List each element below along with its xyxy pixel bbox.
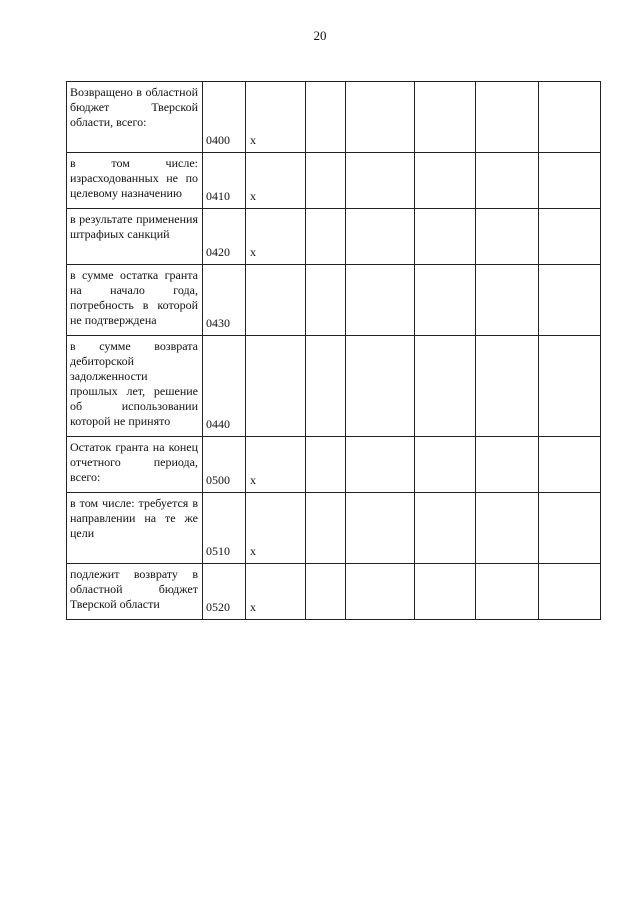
- empty-cell: [476, 153, 539, 209]
- empty-cell: [346, 265, 415, 336]
- row-label: Возвращено в областной бюджет Тверской области, всего:: [67, 82, 203, 153]
- empty-cell: [539, 82, 601, 153]
- row-code: 0410: [203, 153, 246, 209]
- empty-cell: [415, 209, 476, 265]
- table-row: [67, 209, 601, 265]
- row-code: 0510: [203, 493, 246, 564]
- empty-cell: [539, 153, 601, 209]
- row-label: в том числе: израсходованных не по целевому назначению: [67, 153, 203, 209]
- empty-cell: [346, 437, 415, 493]
- row-label: в сумме остатка гранта на начало года, потребность в которой не подтверждена: [67, 265, 203, 336]
- empty-cell: [476, 336, 539, 437]
- table-row: [67, 265, 601, 336]
- table-row: [67, 82, 601, 153]
- empty-cell: [306, 564, 346, 620]
- row-code: 0420: [203, 209, 246, 265]
- row-label: подлежит возврату в областной бюджет Тверской области: [67, 564, 203, 620]
- row-code: 0520: [203, 564, 246, 620]
- empty-cell: [415, 82, 476, 153]
- row-mark: x: [246, 437, 306, 493]
- grant-report-table: [66, 81, 601, 620]
- empty-cell: [415, 437, 476, 493]
- table-row: [67, 153, 601, 209]
- empty-cell: [306, 437, 346, 493]
- empty-cell: [476, 265, 539, 336]
- empty-cell: [346, 336, 415, 437]
- row-code: 0440: [203, 336, 246, 437]
- empty-cell: [306, 336, 346, 437]
- table-row: [67, 493, 601, 564]
- row-mark: x: [246, 209, 306, 265]
- empty-cell: [415, 336, 476, 437]
- empty-cell: [346, 209, 415, 265]
- empty-cell: [346, 564, 415, 620]
- empty-cell: [539, 336, 601, 437]
- row-mark: x: [246, 564, 306, 620]
- empty-cell: [539, 209, 601, 265]
- row-code: 0400: [203, 82, 246, 153]
- empty-cell: [306, 153, 346, 209]
- empty-cell: [415, 153, 476, 209]
- table-row: [67, 437, 601, 493]
- empty-cell: [415, 564, 476, 620]
- row-mark: x: [246, 82, 306, 153]
- empty-cell: [306, 82, 346, 153]
- row-label: в том числе: требуется в направлении на те же цели: [67, 493, 203, 564]
- empty-cell: [476, 493, 539, 564]
- empty-cell: [306, 209, 346, 265]
- empty-cell: [415, 493, 476, 564]
- empty-cell: [539, 493, 601, 564]
- row-code: 0500: [203, 437, 246, 493]
- table-row: [67, 564, 601, 620]
- empty-cell: [476, 209, 539, 265]
- empty-cell: [539, 564, 601, 620]
- empty-cell: [539, 437, 601, 493]
- row-mark: x: [246, 153, 306, 209]
- row-label: в сумме возврата дебиторской задолженности прошлых лет, решение об использовании которой не принято: [67, 336, 203, 437]
- table-row: [67, 336, 601, 437]
- row-code: 0430: [203, 265, 246, 336]
- empty-cell: [346, 82, 415, 153]
- row-mark: [246, 336, 306, 437]
- empty-cell: [539, 265, 601, 336]
- empty-cell: [476, 564, 539, 620]
- empty-cell: [306, 265, 346, 336]
- empty-cell: [476, 82, 539, 153]
- page-number: 20: [313, 28, 327, 43]
- row-mark: [246, 265, 306, 336]
- table-body: [67, 82, 601, 620]
- row-mark: x: [246, 493, 306, 564]
- row-label: в результате применения штрафиых санкций: [67, 209, 203, 265]
- empty-cell: [306, 493, 346, 564]
- empty-cell: [346, 153, 415, 209]
- empty-cell: [415, 265, 476, 336]
- empty-cell: [346, 493, 415, 564]
- empty-cell: [476, 437, 539, 493]
- row-label: Остаток гранта на конец отчетного периода, всего:: [67, 437, 203, 493]
